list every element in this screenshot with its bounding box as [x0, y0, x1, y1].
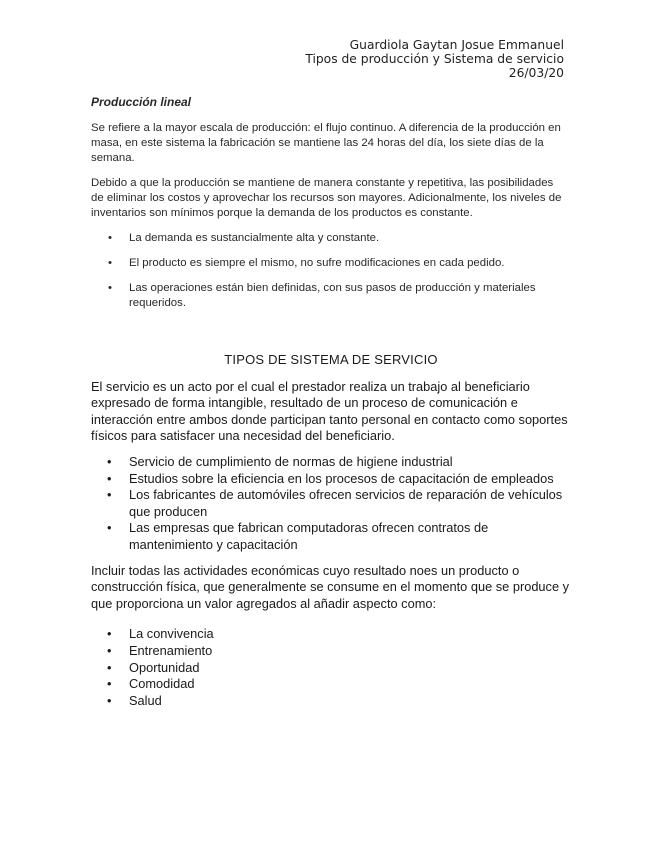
list-item-text: Servicio de cumplimiento de normas de higiene industrial	[129, 453, 453, 469]
list-item-text: Las empresas que fabrican computadoras ofrecen contratos de mantenimiento y capacitación	[129, 520, 489, 552]
list-item	[91, 256, 567, 271]
section-produccion-lineal	[91, 95, 567, 321]
list-item	[91, 454, 571, 471]
paragraph: Incluir todas las actividades económicas cuyo resultado noes un producto o construcción física, que generalmente se consume en el momento que se produce y que proporciona un valor agregados al añadir aspecto como:	[91, 562, 570, 611]
list-item	[91, 281, 567, 311]
bullet-icon: •	[107, 692, 112, 708]
bullet-icon: •	[107, 520, 112, 536]
bullet-icon: •	[108, 232, 112, 244]
list-item-text: Salud	[129, 692, 162, 708]
bullet-icon: •	[107, 642, 112, 658]
list-item-text: Las operaciones están bien definidas, con sus pasos de producción y materiales requeridos.	[129, 282, 536, 309]
list-item	[91, 643, 571, 660]
list-item-text: Los fabricantes de automóviles ofrecen servicios de reparación de vehículos que producen	[129, 487, 563, 519]
bullet-icon: •	[107, 453, 112, 469]
list-item	[91, 676, 571, 693]
bullet-icon: •	[107, 487, 112, 503]
document-date: 26/03/20	[508, 66, 564, 81]
bullet-icon: •	[107, 470, 112, 486]
bullet-icon: •	[108, 282, 112, 294]
section-sistema-servicio	[91, 352, 571, 718]
list-item-text: Entrenamiento	[129, 642, 213, 658]
bullet-icon: •	[107, 676, 112, 692]
list-item	[91, 471, 571, 488]
list-item	[91, 231, 567, 246]
list-item	[91, 693, 571, 710]
section-title-sistema-servicio: TIPOS DE SISTEMA DE SERVICIO	[224, 352, 438, 367]
author-name: Guardiola Gaytan Josue Emmanuel	[349, 38, 564, 52]
list-item	[91, 520, 571, 553]
list-item-text: La convivencia	[129, 626, 214, 642]
bullet-list-characteristics	[91, 231, 567, 311]
list-item	[91, 487, 571, 520]
document-header	[305, 38, 564, 81]
document-subject: Tipos de producción y Sistema de servicio	[305, 52, 564, 67]
list-item-text: Oportunidad	[129, 659, 200, 675]
bullet-list-aspects	[91, 626, 571, 709]
bullet-icon: •	[107, 659, 112, 675]
bullet-icon: •	[107, 626, 112, 642]
section-title-produccion-lineal: Producción lineal	[91, 95, 192, 109]
list-item-text: El producto es siempre el mismo, no sufre modificaciones en cada pedido.	[129, 257, 505, 269]
bullet-icon: •	[108, 257, 112, 269]
paragraph: Debido a que la producción se mantiene de manera constante y repetitiva, las posibilidades de eliminar los costos y aprovechar los recursos son mayores. Adicionalmente, los niveles de inventarios son mínimos porque la demanda de los productos es constante.	[91, 177, 562, 219]
list-item-text: La demanda es sustancialmente alta y constante.	[129, 232, 380, 244]
list-item	[91, 626, 571, 643]
paragraph: El servicio es un acto por el cual el prestador realiza un trabajo al beneficiario expresado de forma intangible, resultado de un proceso de comunicación e interacción entre ambos donde participan tanto personal en contacto como soportes físicos para satisfacer una necesidad del beneficiario.	[91, 378, 568, 444]
bullet-list-service-examples	[91, 454, 571, 554]
paragraph: Se refiere a la mayor escala de producción: el flujo continuo. A diferencia de la producción en masa, en este sistema la fabricación se mantiene las 24 horas del día, los siete días de la semana.	[91, 122, 561, 164]
list-item-text: Comodidad	[129, 676, 195, 692]
list-item-text: Estudios sobre la eficiencia en los procesos de capacitación de empleados	[129, 470, 554, 486]
list-item	[91, 660, 571, 677]
